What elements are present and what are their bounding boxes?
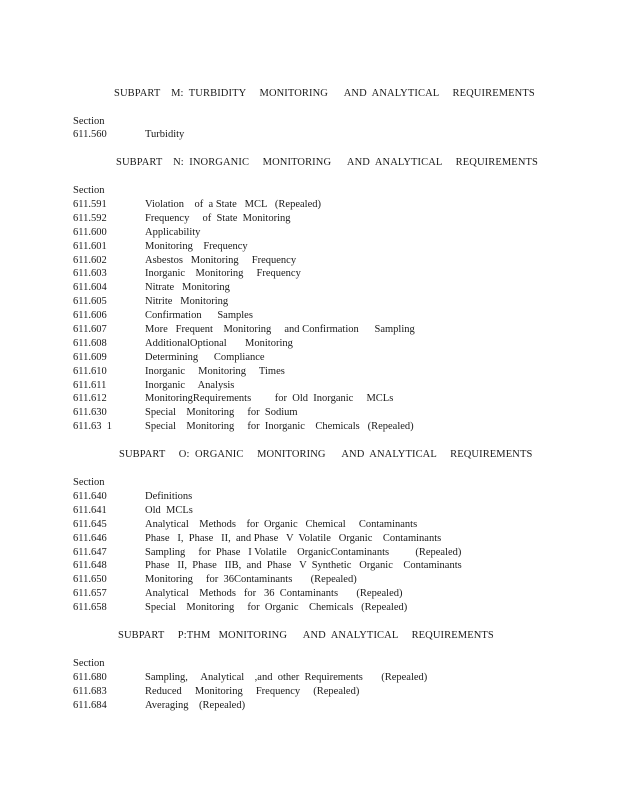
section-number: 611.607 bbox=[73, 324, 107, 336]
subpart-p-heading: SUBPART P:THM MONITORING AND ANALYTICAL REQUIREMENTS bbox=[118, 630, 494, 641]
section-title: Frequency of State Monitoring bbox=[145, 212, 291, 224]
section-row bbox=[73, 295, 593, 309]
section-label: Section bbox=[73, 185, 105, 196]
subpart-p-section-list bbox=[73, 671, 593, 713]
section-title: Nitrite Monitoring bbox=[145, 296, 229, 308]
subpart-m-section-list bbox=[73, 128, 593, 142]
section-row bbox=[73, 128, 593, 142]
section-row bbox=[73, 406, 593, 420]
section-row bbox=[73, 671, 593, 685]
section-number: 611.609 bbox=[73, 351, 107, 363]
section-title: Confirmation Samples bbox=[145, 310, 253, 322]
section-number: 611.684 bbox=[73, 699, 107, 711]
section-label: Section bbox=[73, 658, 105, 669]
section-title: Phase II, Phase IIB, and Phase V Synthetic Organic Contaminants bbox=[145, 560, 462, 572]
section-number: 611.658 bbox=[73, 602, 107, 614]
section-title: Inorganic Monitoring Frequency bbox=[145, 268, 301, 280]
section-row bbox=[73, 518, 593, 532]
section-number: 611.645 bbox=[73, 518, 107, 530]
section-row bbox=[73, 309, 593, 323]
section-title: Violation of a State MCL (Repealed) bbox=[145, 199, 321, 210]
subpart-n-section-list bbox=[73, 198, 593, 434]
section-number: 611.650 bbox=[73, 574, 107, 586]
section-title: More Frequent Monitoring and Confirmation Sampling bbox=[145, 324, 415, 336]
section-number: 611.604 bbox=[73, 282, 107, 294]
section-title: Phase I, Phase II, and Phase V Volatile Organic Contaminants bbox=[145, 532, 442, 544]
section-title: Analytical Methods for Organic Chemical Contaminants bbox=[145, 518, 418, 530]
section-number: 611.591 bbox=[73, 199, 107, 210]
section-title: Turbidity bbox=[145, 129, 185, 140]
section-number: 611.640 bbox=[73, 491, 107, 502]
section-row bbox=[73, 212, 593, 226]
section-title: Analytical Methods for 36 Contaminants (Repealed) bbox=[145, 588, 403, 600]
section-number: 611.611 bbox=[73, 379, 107, 391]
section-title: Sampling, Analytical ,and other Requirements (Repealed) bbox=[145, 672, 428, 683]
section-number: 611.683 bbox=[73, 685, 107, 697]
section-number: 611.560 bbox=[73, 129, 107, 140]
section-title: Monitoring for 36Contaminants (Repealed) bbox=[145, 574, 357, 586]
section-title: Special Monitoring for Inorganic Chemicals (Repealed) bbox=[145, 421, 414, 433]
section-row bbox=[73, 226, 593, 240]
section-number: 611.680 bbox=[73, 672, 107, 683]
section-row bbox=[73, 379, 593, 393]
section-title: Monitoring Frequency bbox=[145, 240, 248, 252]
section-title: Sampling for Phase I Volatile OrganicContaminants (Repealed) bbox=[145, 546, 462, 558]
section-row bbox=[73, 532, 593, 546]
section-row bbox=[73, 587, 593, 601]
subpart-m-heading: SUBPART M: TURBIDITY MONITORING AND ANALYTICAL REQUIREMENTS bbox=[114, 88, 535, 99]
section-title: Inorganic Analysis bbox=[145, 379, 235, 391]
section-row bbox=[73, 504, 593, 518]
section-row bbox=[73, 240, 593, 254]
section-title: Special Monitoring for Sodium bbox=[145, 407, 298, 419]
section-row bbox=[73, 198, 593, 212]
section-number: 611.608 bbox=[73, 337, 107, 349]
section-row bbox=[73, 254, 593, 268]
section-title: MonitoringRequirements for Old Inorganic MCLs bbox=[145, 393, 394, 405]
section-row bbox=[73, 337, 593, 351]
section-title: Asbestos Monitoring Frequency bbox=[145, 254, 297, 266]
subpart-o-section-list bbox=[73, 490, 593, 615]
section-row bbox=[73, 365, 593, 379]
section-number: 611.592 bbox=[73, 212, 107, 224]
section-number: 611.657 bbox=[73, 588, 107, 600]
section-number: 611.648 bbox=[73, 560, 107, 572]
section-number: 611.630 bbox=[73, 407, 107, 419]
section-number: 611.610 bbox=[73, 365, 107, 377]
section-row bbox=[73, 267, 593, 281]
section-number: 611.641 bbox=[73, 504, 107, 516]
section-title: Inorganic Monitoring Times bbox=[145, 365, 285, 377]
section-number: 611.63 1 bbox=[73, 421, 112, 433]
section-row bbox=[73, 323, 593, 337]
section-number: 611.601 bbox=[73, 240, 107, 252]
section-title: Determining Compliance bbox=[145, 351, 265, 363]
section-title: AdditionalOptional Monitoring bbox=[145, 337, 293, 349]
section-title: Nitrate Monitoring bbox=[145, 282, 230, 294]
section-title: Special Monitoring for Organic Chemicals (Repealed) bbox=[145, 602, 408, 614]
section-label: Section bbox=[73, 477, 105, 488]
section-title: Reduced Monitoring Frequency (Repealed) bbox=[145, 685, 360, 697]
section-row bbox=[73, 490, 593, 504]
section-label: Section bbox=[73, 116, 105, 127]
section-number: 611.606 bbox=[73, 310, 107, 322]
section-row bbox=[73, 546, 593, 560]
subpart-n-heading: SUBPART N: INORGANIC MONITORING AND ANALYTICAL REQUIREMENTS bbox=[116, 157, 538, 168]
subpart-o-heading: SUBPART O: ORGANIC MONITORING AND ANALYTICAL REQUIREMENTS bbox=[119, 449, 533, 460]
section-number: 611.612 bbox=[73, 393, 107, 405]
section-row bbox=[73, 573, 593, 587]
section-row bbox=[73, 351, 593, 365]
section-title: Averaging (Repealed) bbox=[145, 699, 246, 711]
section-number: 611.647 bbox=[73, 546, 107, 558]
section-row bbox=[73, 685, 593, 699]
section-title: Definitions bbox=[145, 491, 193, 502]
section-number: 611.603 bbox=[73, 268, 107, 280]
section-number: 611.600 bbox=[73, 226, 107, 238]
section-row bbox=[73, 420, 593, 434]
section-row bbox=[73, 281, 593, 295]
section-number: 611.605 bbox=[73, 296, 107, 308]
section-number: 611.602 bbox=[73, 254, 107, 266]
section-title: Old MCLs bbox=[145, 504, 193, 516]
section-row bbox=[73, 559, 593, 573]
section-title: Applicability bbox=[145, 226, 201, 238]
section-row bbox=[73, 601, 593, 615]
section-row bbox=[73, 699, 593, 713]
section-number: 611.646 bbox=[73, 532, 107, 544]
section-row bbox=[73, 392, 593, 406]
